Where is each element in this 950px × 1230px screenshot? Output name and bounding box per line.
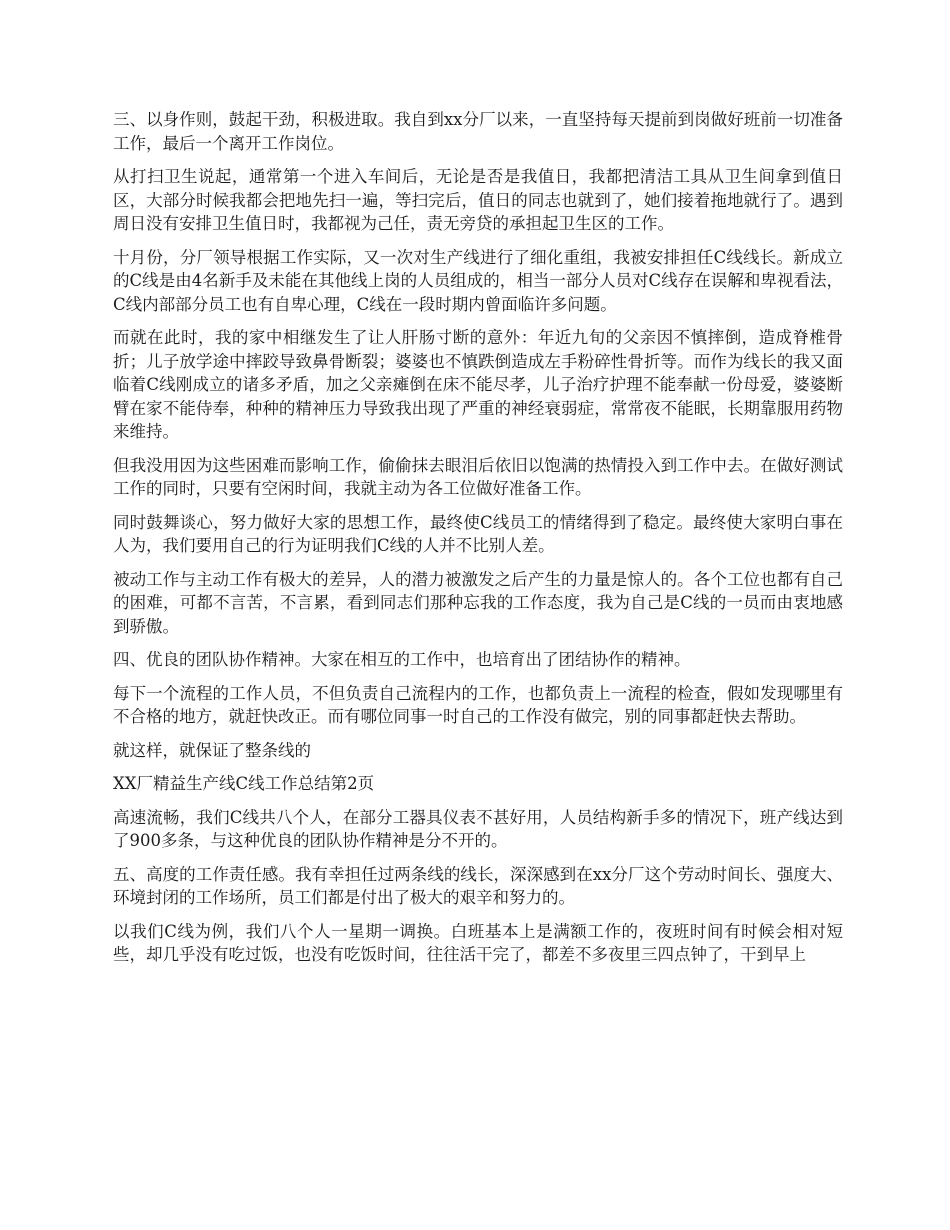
paragraph-active-work: 被动工作与主动工作有极大的差异，人的潜力被激发之后产生的力量是惊人的。各个工位也都有自己的困难，可都不言苦，不言累，看到同志们那种忘我的工作态度，我为自己是C线的一员而由衷地感到骄傲。: [113, 569, 843, 636]
paragraph-cleaning: 从打扫卫生说起，通常第一个进入车间后，无论是否是我值日，我都把清洁工具从卫生间拿到值日区，大部分时候我都会把地先扫一遍，等扫完后，值日的同志也就到了，她们接着拖地就行了。遇到周日没有安排卫生值日时，我都视为己任，责无旁贷的承担起卫生区的工作。: [113, 167, 843, 233]
paragraph-perseverance: 但我没用因为这些困难而影响工作，偷偷抹去眼泪后依旧以饱满的热情投入到工作中去。在做好测试工作的同时，只要有空闲时间，我就主动为各工位做好准备工作。: [113, 455, 843, 498]
paragraph-family-accidents: 而就在此时，我的家中相继发生了让人肝肠寸断的意外：年近九旬的父亲因不慎摔倒，造成脊椎骨折；儿子放学途中摔跤导致鼻骨断裂；婆婆也不慎跌倒造成左手粉碎性骨折等。而作为线长的我又面临着C线刚成立的诸多矛盾，加之父亲瘫倒在床不能尽孝，儿子治疗护理不能奉献一份母爱，婆婆断臂在家不能侍奉，种种的精神压力导致我出现了严重的神经衰弱症，常常夜不能眠，长期靠服用药物来维持。: [113, 328, 843, 441]
paragraph-section-four: 四、优良的团队协作精神。大家在相互的工作中，也培育出了团结协作的精神。: [113, 650, 691, 669]
paragraph-output: 高速流畅，我们C线共八个人，在部分工器具仪表不甚好用，人员结构新手多的情况下，班产线达到了900多条，与这种优良的团队协作精神是分不开的。: [113, 807, 843, 850]
paragraph-process-check: 每下一个流程的工作人员，不但负责自己流程内的工作，也都负责上一流程的检查，假如发现哪里有不合格的地方，就赶快改正。而有哪位同事一时自己的工作没有做完，别的同事都赶快去帮助。: [113, 683, 843, 726]
document-page: [113, 108, 843, 977]
paragraph-shifts: 以我们C线为例，我们八个人一星期一调换。白班基本上是满额工作的，夜班时间有时候会相对短些，却几乎没有吃过饭，也没有吃饭时间，往往活干完了，都差不多夜里三四点钟了，干到早上: [113, 921, 843, 964]
page-header-title: XX厂精益生产线C线工作总结第2页: [113, 774, 375, 793]
paragraph-section-five: 五、高度的工作责任感。我有幸担任过两条线的线长，深深感到在xx分厂这个劳动时间长、强度大、环境封闭的工作场所，员工们都是付出了极大的艰辛和努力的。: [113, 864, 843, 907]
paragraph-section-three: 三、以身作则，鼓起干劲，积极进取。我自到xx分厂以来，一直坚持每天提前到岗做好班前一切准备工作，最后一个离开工作岗位。: [113, 110, 843, 153]
paragraph-line-guarantee: 就这样，就保证了整条线的: [113, 740, 311, 760]
paragraph-encouragement: 同时鼓舞谈心，努力做好大家的思想工作，最终使C线员工的情绪得到了稳定。最终使大家明白事在人为，我们要用自己的行为证明我们C线的人并不比别人差。: [113, 512, 843, 555]
paragraph-october-reorg: 十月份，分厂领导根据工作实际，又一次对生产线进行了细化重组，我被安排担任C线线长。新成立的C线是由4名新手及未能在其他线上岗的人员组成的，相当一部分人员对C线存在误解和卑视看法，C线内部部分员工也有自卑心理，C线在一段时期内曾面临许多问题。: [113, 247, 843, 314]
